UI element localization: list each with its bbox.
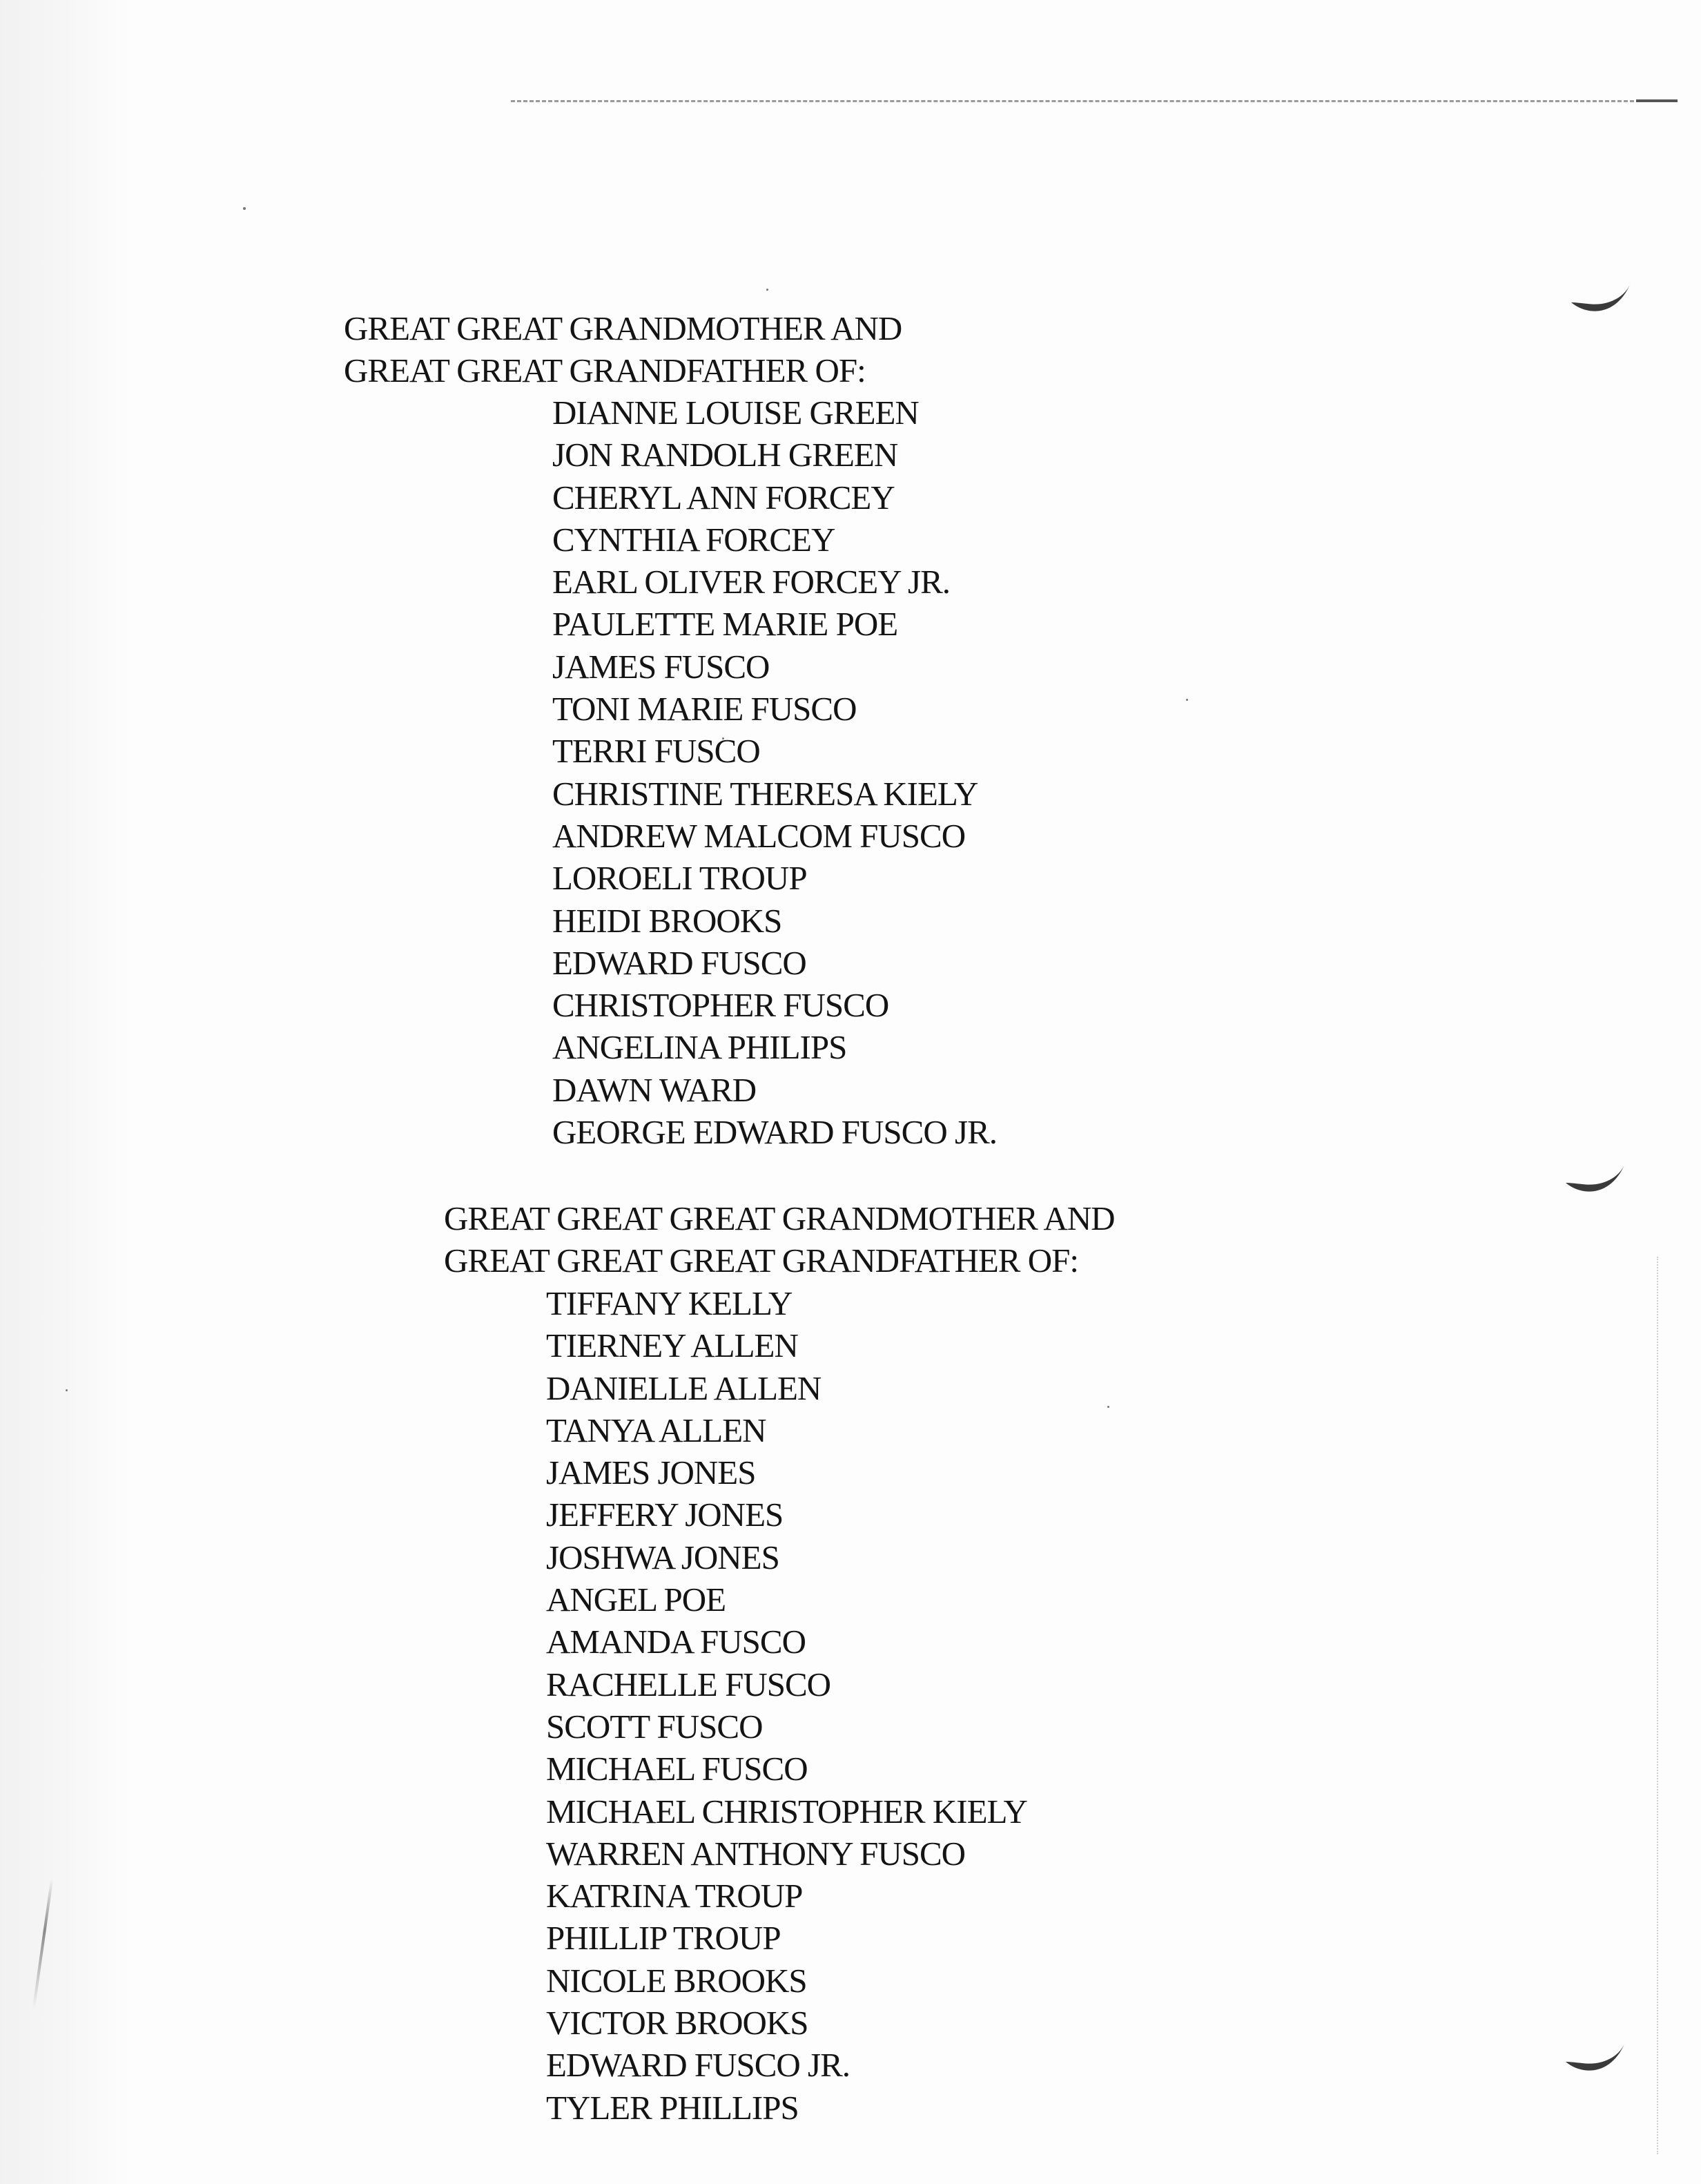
list-item: TANYA ALLEN [546, 1411, 766, 1449]
heading-line: GREAT GREAT GRANDMOTHER AND [344, 309, 902, 347]
speck [66, 1389, 68, 1391]
heading-line: GREAT GREAT GREAT GRANDMOTHER AND [444, 1199, 1115, 1237]
list-item: MICHAEL CHRISTOPHER KIELY [546, 1792, 1027, 1830]
list-item: DAWN WARD [552, 1070, 757, 1109]
heading-line: GREAT GREAT GREAT GRANDFATHER OF: [444, 1241, 1078, 1279]
list-item: EDWARD FUSCO [552, 943, 806, 982]
list-item: CHRISTINE THERESA KIELY [552, 774, 978, 813]
list-item: JOSHWA JONES [546, 1538, 779, 1576]
list-item: HEIDI BROOKS [552, 901, 782, 940]
list-item: EDWARD FUSCO JR. [546, 2046, 850, 2085]
speck [1107, 1406, 1109, 1408]
list-item: CHRISTOPHER FUSCO [552, 986, 889, 1025]
list-item: EARL OLIVER FORCEY JR. [552, 563, 951, 601]
speck [243, 207, 246, 210]
section-heading [344, 307, 902, 392]
list-item: LOROELI TROUP [552, 859, 807, 898]
heading-line: GREAT GREAT GRANDFATHER OF: [344, 351, 866, 389]
list-item: PAULETTE MARIE POE [552, 605, 898, 644]
top-rule-end [1636, 99, 1678, 102]
list-item: ANDREW MALCOM FUSCO [552, 816, 966, 855]
list-item: DIANNE LOUISE GREEN [552, 394, 919, 432]
list-item: CHERYL ANN FORCEY [552, 478, 895, 516]
list-item: ANGELINA PHILIPS [552, 1028, 847, 1067]
list-item: AMANDA FUSCO [546, 1623, 806, 1661]
list-item: WARREN ANTHONY FUSCO [546, 1834, 966, 1873]
list-item: SCOTT FUSCO [546, 1707, 763, 1746]
list-item: JAMES JONES [546, 1453, 756, 1492]
list-item: NICOLE BROOKS [546, 1961, 807, 2000]
speck [766, 289, 768, 291]
list-item: DANIELLE ALLEN [546, 1369, 822, 1407]
list-item: PHILLIP TROUP [546, 1919, 781, 1958]
list-item: RACHELLE FUSCO [546, 1665, 831, 1703]
name-list [546, 1282, 1027, 2129]
list-item: GEORGE EDWARD FUSCO JR. [552, 1113, 998, 1152]
list-item: VICTOR BROOKS [546, 2004, 808, 2042]
list-item: ANGEL POE [546, 1581, 726, 1619]
list-item: JAMES FUSCO [552, 647, 770, 686]
list-item: KATRINA TROUP [546, 1877, 803, 1915]
right-edge-line [1657, 1257, 1658, 2154]
name-list [552, 392, 997, 1153]
top-rule [511, 100, 1678, 102]
list-item: TONI MARIE FUSCO [552, 690, 857, 728]
list-item: CYNTHIA FORCEY [552, 520, 835, 559]
punch-hole-icon [1562, 1157, 1631, 1198]
list-item: TYLER PHILLIPS [546, 2088, 799, 2127]
list-item: TERRI FUSCO [552, 732, 760, 771]
list-item: MICHAEL FUSCO [546, 1750, 808, 1788]
punch-hole-icon [1567, 276, 1636, 318]
scan-edge-shadow [0, 0, 131, 2184]
punch-hole-icon [1562, 2036, 1631, 2077]
list-item: JON RANDOLH GREEN [552, 436, 898, 474]
list-item: TIFFANY KELLY [546, 1284, 793, 1322]
list-item: TIERNEY ALLEN [546, 1326, 798, 1365]
speck [1186, 699, 1188, 701]
list-item: JEFFERY JONES [546, 1496, 784, 1534]
section-heading [444, 1197, 1115, 1282]
